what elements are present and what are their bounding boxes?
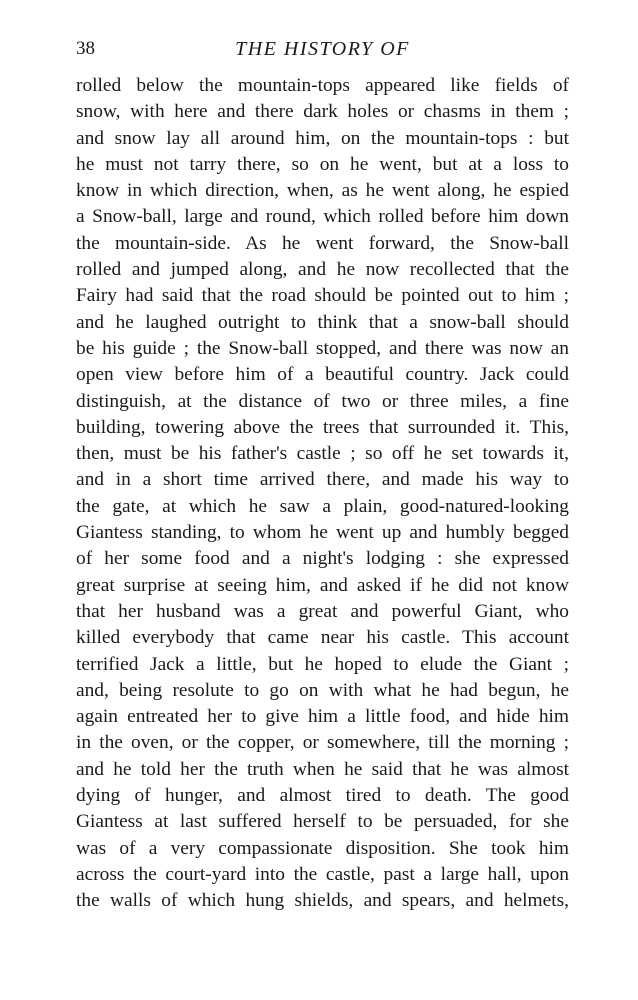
text-line: Fairy had said that the road should be pointed out to him ;	[76, 285, 569, 307]
text-line: building, towering above the trees that surrounded it. This,	[76, 416, 569, 438]
text-line: be his guide ; the Snow-ball stopped, and there was now an	[76, 337, 569, 359]
text-line: a Snow-ball, large and round, which rolled before him down	[76, 206, 569, 228]
text-line: across the court-yard into the castle, past a large hall, upon	[76, 863, 569, 885]
text-line: open view before him of a beautiful country. Jack could	[76, 364, 569, 386]
text-line: rolled and jumped along, and he now recollected that the	[76, 259, 569, 281]
text-line: Giantess standing, to whom he went up and humbly begged	[76, 522, 569, 544]
text-line: then, must be his father's castle ; so off he set towards it,	[76, 443, 569, 465]
text-line: killed everybody that came near his castle. This account	[76, 627, 569, 649]
text-line: snow, with here and there dark holes or chasms in them ;	[76, 101, 569, 123]
text-line: and snow lay all around him, on the mountain-tops : but	[76, 127, 569, 149]
text-line: and, being resolute to go on with what he had begun, he	[76, 679, 569, 701]
page-number: 38	[76, 38, 95, 59]
text-line: dying of hunger, and almost tired to death. The good	[76, 785, 569, 807]
text-line: rolled below the mountain-tops appeared like fields of	[76, 75, 569, 96]
text-line: he must not tarry there, so on he went, but at a loss to	[76, 153, 569, 175]
text-line: Giantess at last suffered herself to be persuaded, for she	[76, 811, 569, 833]
text-line: the gate, at which he saw a plain, good-natured-looking	[76, 495, 569, 517]
text-line: in the oven, or the copper, or somewhere, till the morning ;	[76, 732, 569, 754]
text-line: know in which direction, when, as he went along, he espied	[76, 180, 569, 202]
text-line: and he told her the truth when he said that he was almost	[76, 758, 569, 780]
running-head: THE HISTORY OF	[235, 38, 410, 60]
text-line: distinguish, at the distance of two or three miles, a fine	[76, 390, 569, 412]
text-line: that her husband was a great and powerful Giant, who	[76, 600, 569, 622]
text-line: of her some food and a night's lodging : she expressed	[76, 548, 569, 570]
text-line: great surprise at seeing him, and asked if he did not know	[76, 574, 569, 596]
page-header	[76, 38, 569, 68]
text-line: the mountain-side. As he went forward, the Snow-ball	[76, 232, 569, 254]
text-line: and in a short time arrived there, and made his way to	[76, 469, 569, 491]
text-line: again entreated her to give him a little food, and hide him	[76, 706, 569, 728]
text-line: the walls of which hung shields, and spears, and helmets,	[76, 890, 569, 912]
text-line: was of a very compassionate disposition. She took him	[76, 837, 569, 859]
text-line: terrified Jack a little, but he hoped to elude the Giant ;	[76, 653, 569, 675]
body-text	[76, 73, 569, 915]
text-line: and he laughed outright to think that a snow-ball should	[76, 311, 569, 333]
